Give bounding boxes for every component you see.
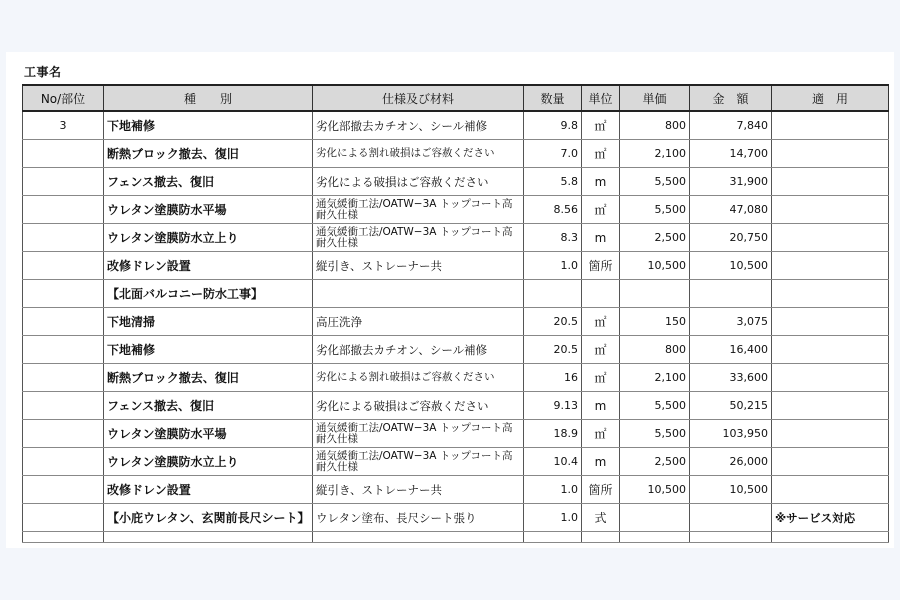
no-cell [23, 476, 104, 504]
spec-cell: 劣化部撤去カチオン、シール補修 [313, 111, 524, 140]
amount-cell: 16,400 [690, 336, 772, 364]
unit-price-cell: 2,500 [620, 448, 690, 476]
note-cell [772, 308, 889, 336]
note-cell [772, 252, 889, 280]
table-row [23, 140, 889, 168]
table-row [23, 336, 889, 364]
kind-cell: 断熱ブロック撤去、復旧 [104, 140, 313, 168]
table-row [23, 308, 889, 336]
unit-price-cell: 2,500 [620, 224, 690, 252]
amount-cell: 33,600 [690, 364, 772, 392]
note-cell [772, 140, 889, 168]
amount-cell: 10,500 [690, 252, 772, 280]
unit-price-cell [620, 280, 690, 308]
quantity-cell [524, 280, 582, 308]
unit-price-cell: 5,500 [620, 168, 690, 196]
unit-price-cell [620, 504, 690, 532]
no-cell [23, 504, 104, 532]
amount-cell: 103,950 [690, 420, 772, 448]
unit-price-cell: 10,500 [620, 252, 690, 280]
table-row [23, 420, 889, 448]
no-cell [23, 252, 104, 280]
note-cell [772, 336, 889, 364]
quantity-cell: 9.8 [524, 111, 582, 140]
note-cell [772, 476, 889, 504]
quantity-cell: 1.0 [524, 504, 582, 532]
kind-cell: フェンス撤去、復旧 [104, 168, 313, 196]
no-cell [23, 336, 104, 364]
spec-cell: 通気緩衝工法/OATW−3A トップコート高耐久仕様 [313, 448, 524, 476]
unit-cell: 箇所 [582, 476, 620, 504]
spec-cell: 劣化による破損はご容赦ください [313, 168, 524, 196]
spec-cell: ウレタン塗布、長尺シート張り [313, 504, 524, 532]
spec-cell: 高圧洗浄 [313, 308, 524, 336]
unit-cell: ㎡ [582, 308, 620, 336]
note-cell [772, 224, 889, 252]
unit-cell: m [582, 448, 620, 476]
table-row-partial [23, 532, 889, 543]
quantity-cell: 8.3 [524, 224, 582, 252]
quantity-cell: 20.5 [524, 336, 582, 364]
table-row [23, 196, 889, 224]
quantity-cell: 9.13 [524, 392, 582, 420]
spec-cell: 縦引き、ストレーナー共 [313, 252, 524, 280]
unit-cell: ㎡ [582, 336, 620, 364]
kind-cell: フェンス撤去、復旧 [104, 392, 313, 420]
estimate-table [22, 84, 889, 543]
unit-cell: ㎡ [582, 196, 620, 224]
table-row [23, 280, 889, 308]
empty-cell [104, 532, 313, 543]
table-row [23, 476, 889, 504]
amount-cell: 10,500 [690, 476, 772, 504]
unit-cell: m [582, 224, 620, 252]
header-row [23, 85, 889, 111]
amount-cell [690, 280, 772, 308]
unit-cell: 箇所 [582, 252, 620, 280]
amount-cell: 20,750 [690, 224, 772, 252]
no-cell [23, 308, 104, 336]
no-cell [23, 420, 104, 448]
kind-cell: 断熱ブロック撤去、復旧 [104, 364, 313, 392]
header-note: 適 用 [772, 85, 889, 111]
spec-cell: 劣化による破損はご容赦ください [313, 392, 524, 420]
no-cell [23, 140, 104, 168]
spec-cell: 劣化による割れ破損はご容赦ください [313, 140, 524, 168]
kind-cell: 【小庇ウレタン、玄関前長尺シート】 [104, 504, 313, 532]
no-cell [23, 280, 104, 308]
quantity-cell: 20.5 [524, 308, 582, 336]
quantity-cell: 10.4 [524, 448, 582, 476]
header-spec: 仕様及び材料 [313, 85, 524, 111]
unit-cell: ㎡ [582, 140, 620, 168]
amount-cell: 14,700 [690, 140, 772, 168]
note-cell: ※サービス対応 [772, 504, 889, 532]
unit-price-cell: 150 [620, 308, 690, 336]
unit-cell: 式 [582, 504, 620, 532]
quantity-cell: 1.0 [524, 252, 582, 280]
spec-cell: 通気緩衝工法/OATW−3A トップコート高耐久仕様 [313, 224, 524, 252]
unit-cell: ㎡ [582, 111, 620, 140]
estimate-sheet [6, 52, 894, 548]
unit-price-cell: 5,500 [620, 392, 690, 420]
table-row [23, 448, 889, 476]
unit-price-cell: 800 [620, 336, 690, 364]
header-qty: 数量 [524, 85, 582, 111]
amount-cell [690, 504, 772, 532]
no-cell [23, 224, 104, 252]
no-cell [23, 392, 104, 420]
header-price: 単価 [620, 85, 690, 111]
empty-cell [690, 532, 772, 543]
table-row [23, 364, 889, 392]
empty-cell [772, 532, 889, 543]
spec-cell: 通気緩衝工法/OATW−3A トップコート高耐久仕様 [313, 420, 524, 448]
no-cell: 3 [23, 111, 104, 140]
amount-cell: 31,900 [690, 168, 772, 196]
amount-cell: 7,840 [690, 111, 772, 140]
table-body [23, 111, 889, 543]
quantity-cell: 16 [524, 364, 582, 392]
unit-price-cell: 800 [620, 111, 690, 140]
note-cell [772, 168, 889, 196]
no-cell [23, 168, 104, 196]
table-row [23, 252, 889, 280]
quantity-cell: 8.56 [524, 196, 582, 224]
header-kind: 種 別 [104, 85, 313, 111]
amount-cell: 3,075 [690, 308, 772, 336]
kind-cell: 【北面バルコニー防水工事】 [104, 280, 313, 308]
unit-cell [582, 280, 620, 308]
no-cell [23, 448, 104, 476]
header-no: No/部位 [23, 85, 104, 111]
note-cell [772, 392, 889, 420]
quantity-cell: 5.8 [524, 168, 582, 196]
unit-cell: m [582, 168, 620, 196]
unit-price-cell: 5,500 [620, 420, 690, 448]
amount-cell: 26,000 [690, 448, 772, 476]
empty-cell [313, 532, 524, 543]
spec-cell: 縦引き、ストレーナー共 [313, 476, 524, 504]
amount-cell: 50,215 [690, 392, 772, 420]
spec-cell: 通気緩衝工法/OATW−3A トップコート高耐久仕様 [313, 196, 524, 224]
note-cell [772, 280, 889, 308]
empty-cell [620, 532, 690, 543]
note-cell [772, 420, 889, 448]
unit-cell: m [582, 392, 620, 420]
spec-cell [313, 280, 524, 308]
table-header [23, 85, 889, 111]
spec-cell: 劣化による割れ破損はご容赦ください [313, 364, 524, 392]
quantity-cell: 1.0 [524, 476, 582, 504]
kind-cell: 改修ドレン設置 [104, 252, 313, 280]
quantity-cell: 18.9 [524, 420, 582, 448]
no-cell [23, 196, 104, 224]
unit-price-cell: 2,100 [620, 140, 690, 168]
kind-cell: ウレタン塗膜防水立上り [104, 448, 313, 476]
note-cell [772, 196, 889, 224]
empty-cell [524, 532, 582, 543]
kind-cell: ウレタン塗膜防水立上り [104, 224, 313, 252]
table-row [23, 504, 889, 532]
header-amount: 金 額 [690, 85, 772, 111]
unit-price-cell: 5,500 [620, 196, 690, 224]
table-row [23, 168, 889, 196]
project-name-label: 工事名 [24, 65, 62, 79]
kind-cell: 下地清掃 [104, 308, 313, 336]
empty-cell [23, 532, 104, 543]
spec-cell: 劣化部撤去カチオン、シール補修 [313, 336, 524, 364]
unit-cell: ㎡ [582, 420, 620, 448]
kind-cell: 下地補修 [104, 336, 313, 364]
kind-cell: ウレタン塗膜防水平場 [104, 196, 313, 224]
unit-price-cell: 2,100 [620, 364, 690, 392]
table-row [23, 224, 889, 252]
no-cell [23, 364, 104, 392]
amount-cell: 47,080 [690, 196, 772, 224]
table-row [23, 392, 889, 420]
kind-cell: 改修ドレン設置 [104, 476, 313, 504]
note-cell [772, 364, 889, 392]
header-unit: 単位 [582, 85, 620, 111]
note-cell [772, 111, 889, 140]
quantity-cell: 7.0 [524, 140, 582, 168]
table-row [23, 111, 889, 140]
kind-cell: 下地補修 [104, 111, 313, 140]
unit-cell: ㎡ [582, 364, 620, 392]
note-cell [772, 448, 889, 476]
kind-cell: ウレタン塗膜防水平場 [104, 420, 313, 448]
unit-price-cell: 10,500 [620, 476, 690, 504]
empty-cell [582, 532, 620, 543]
